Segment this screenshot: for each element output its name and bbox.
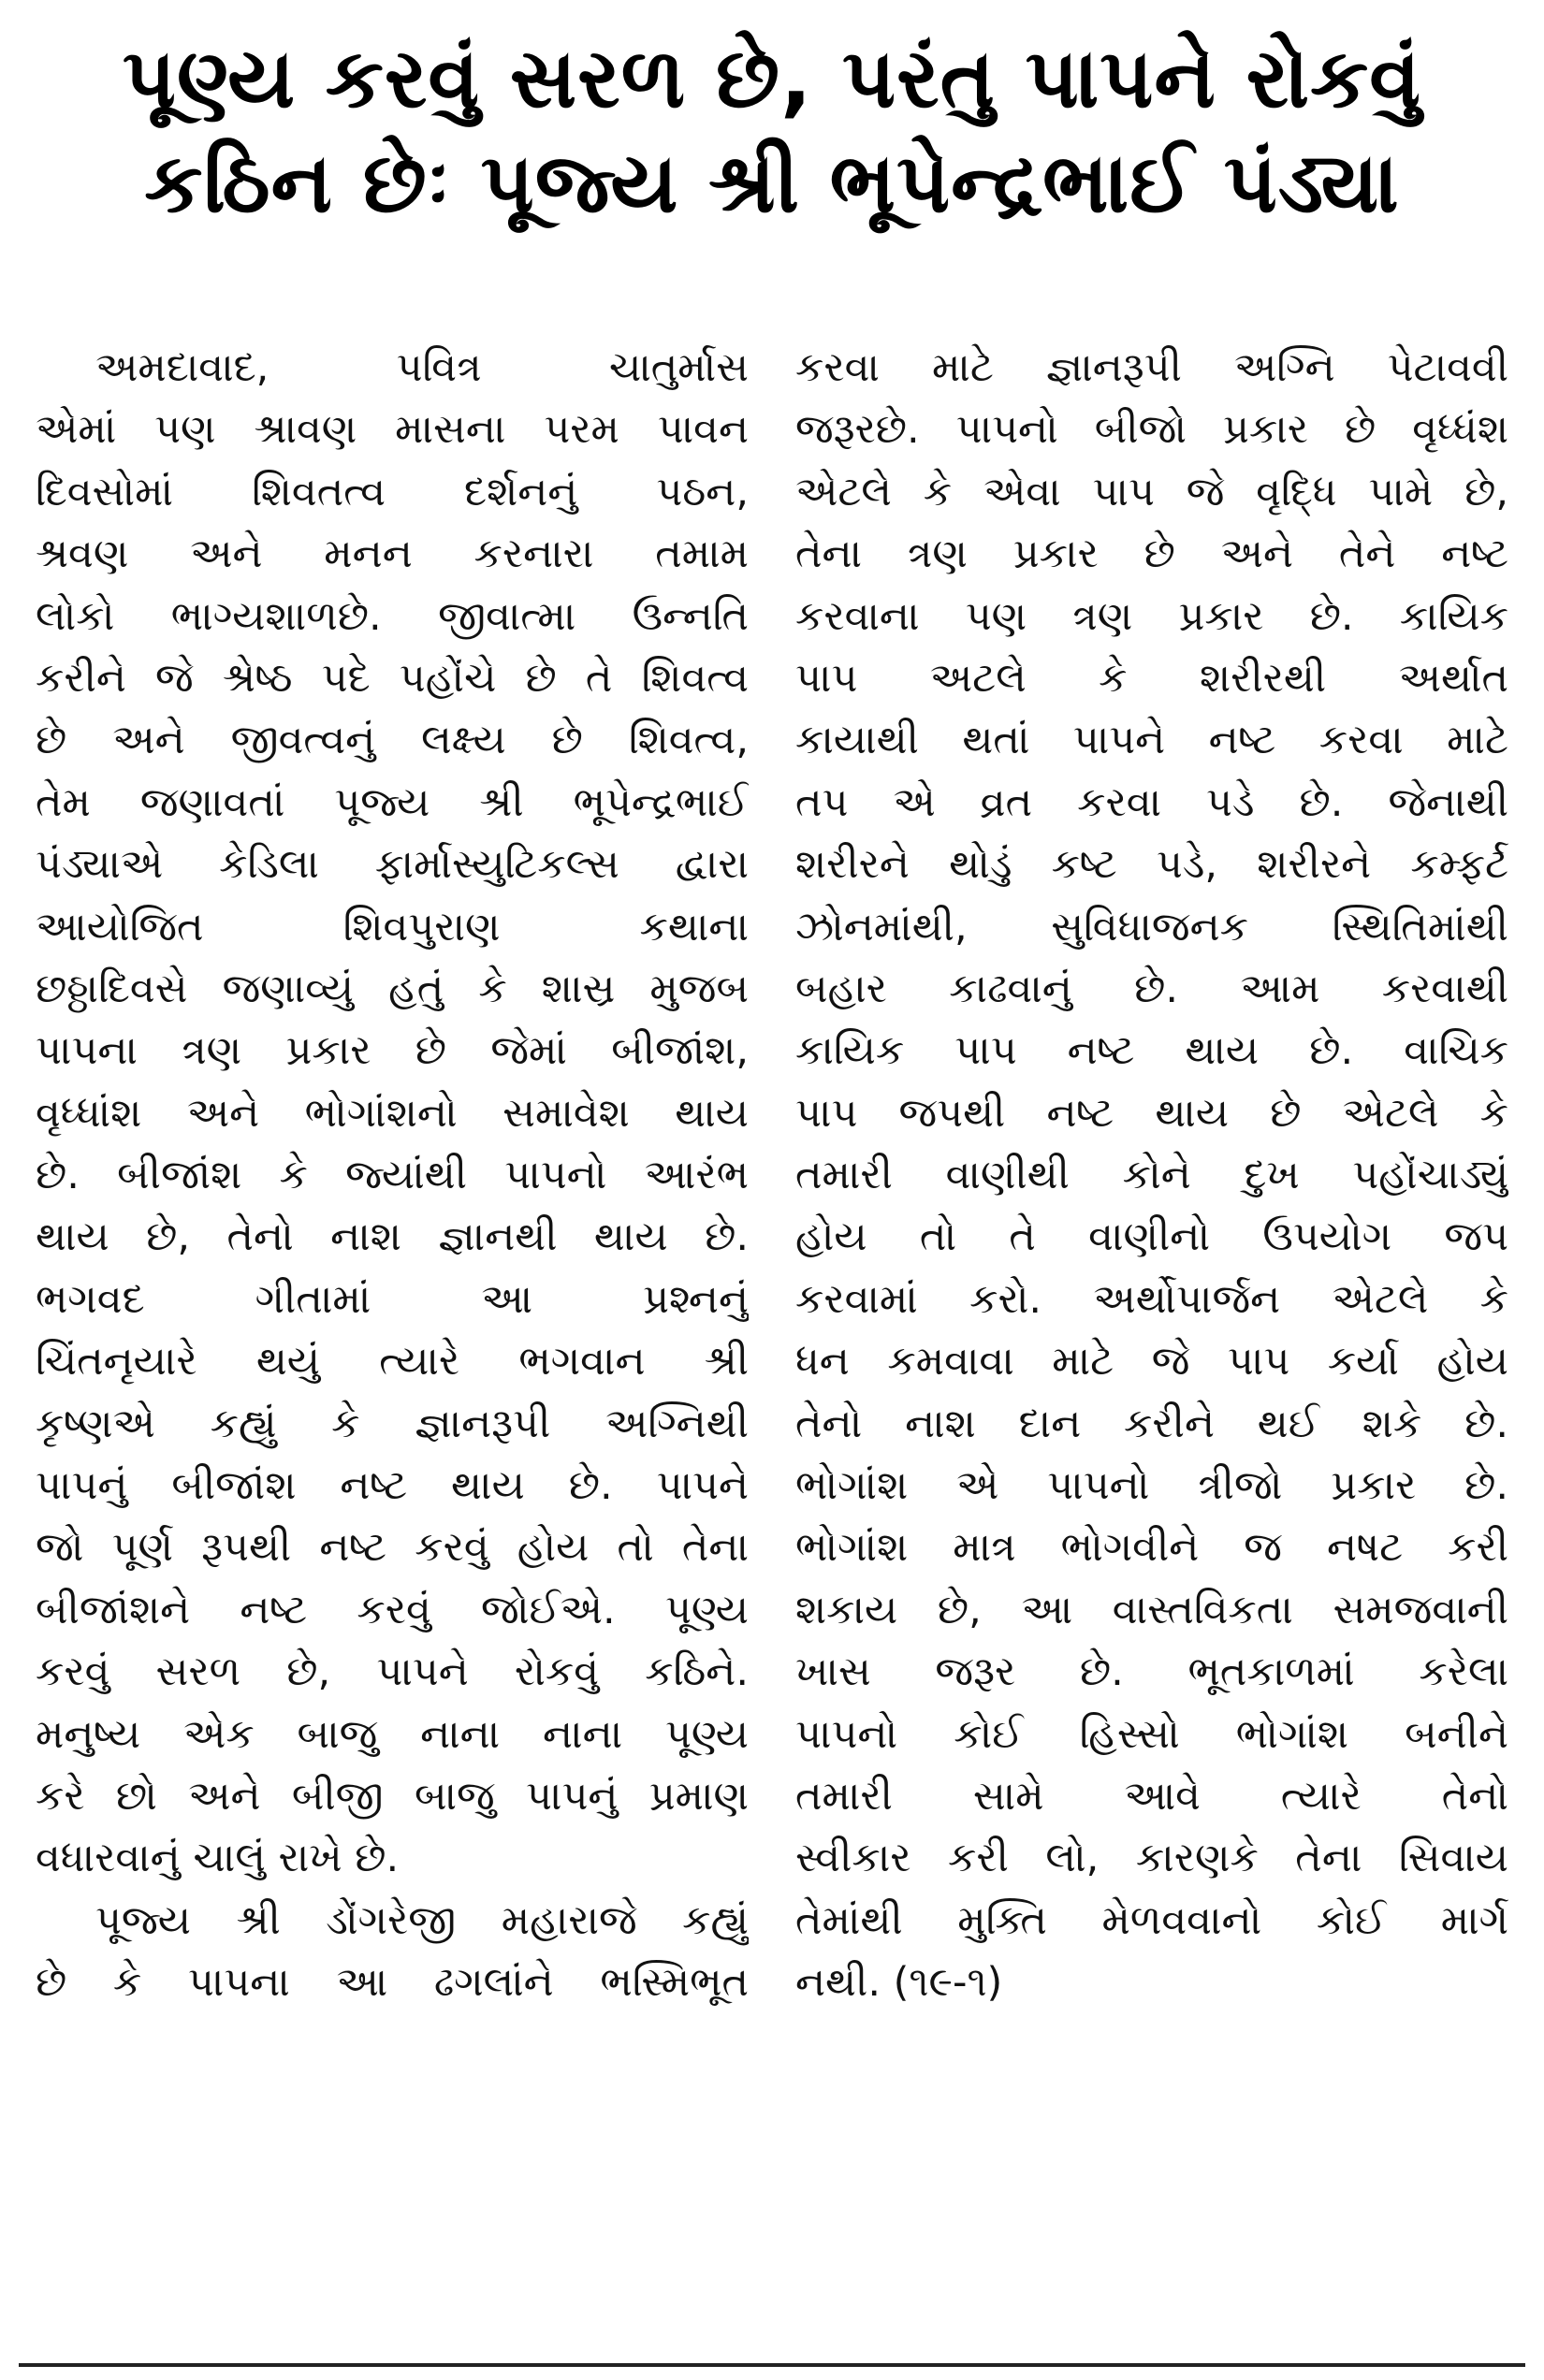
body-line: કાયિક પાપ નષ્ટ થાય છે. વાચિક	[795, 1027, 1508, 1075]
body-line: પાપનું બીજાંશ નષ્ટ થાય છે. પાપને	[36, 1462, 749, 1510]
body-line: બીજાંશને નષ્ટ કરવું જોઈએ. પૂણ્ય	[36, 1586, 749, 1633]
body-line: વૃધ્ધાંશ અને ભોગાંશનો સમાવેશ થાય	[36, 1089, 749, 1137]
body-line: પાપ જપથી નષ્ટ થાય છે એટલે કે	[795, 1089, 1508, 1137]
body-line: કરવામાં કરો. અર્થોપાર્જન એટલે કે	[795, 1275, 1508, 1323]
body-line: તમારી વાણીથી કોને દુખ પહોંચાડ્યું	[795, 1152, 1508, 1199]
body-line: છે. બીજાંશ કે જ્યાંથી પાપનો આરંભ	[36, 1152, 749, 1199]
body-line: મનુષ્ય એક બાજુ નાના નાના પૂણ્ય	[36, 1710, 749, 1758]
body-line: દિવસોમાં શિવતત્વ દર્શનનું પઠન,	[36, 468, 749, 515]
body-line: લોકો ભાગ્યશાળછે. જીવાત્મા ઉન્નતિ	[36, 592, 749, 640]
body-line: તેમાંથી મુક્તિ મેળવવાનો કોઈ માર્ગ	[795, 1896, 1508, 1944]
article-body	[36, 337, 1508, 2329]
bottom-divider	[19, 2363, 1525, 2367]
body-line: કરવું સરળ છે, પાપને રોકવું કઠિને.	[36, 1648, 749, 1696]
body-line: જરૂરછે. પાપનો બીજો પ્રકાર છે વૃધ્ધંશ	[795, 406, 1508, 454]
body-line: ઝોનમાંથી, સુવિધાજનક સ્થિતિમાંથી	[795, 903, 1508, 951]
body-line: ચિંતનૃયારે થયું ત્યારે ભગવાન શ્રી	[36, 1338, 749, 1386]
body-line: શકાય છે, આ વાસ્તવિકતા સમજવાની	[795, 1586, 1508, 1633]
body-line: નથી. (૧૯-૧)	[795, 1959, 1003, 2007]
headline	[36, 26, 1508, 236]
body-line: તપ એ વ્રત કરવા પડે છે. જેનાથી	[795, 778, 1508, 826]
body-line: શ્રવણ અને મનન કરનારા તમામ	[36, 530, 749, 578]
body-line: તેનો નાશ દાન કરીને થઈ શકે છે.	[795, 1400, 1508, 1447]
body-line: તમારી સામે આવે ત્યારે તેનો	[795, 1772, 1508, 1820]
body-line: છે અને જીવત્વનું લક્ષ્ય છે શિવત્વ,	[36, 717, 749, 764]
body-line: તેના ત્રણ પ્રકાર છે અને તેને નષ્ટ	[795, 530, 1508, 578]
body-line: અમદાવાદ, પવિત્ર ચાતુર્માસ	[95, 344, 749, 391]
body-line: સ્વીકાર કરી લો, કારણકે તેના સિવાય	[795, 1835, 1508, 1882]
body-line: ભોગાંશ માત્ર ભોગવીને જ નષટ કરી	[795, 1524, 1508, 1572]
body-line: કરે છો અને બીજી બાજુ પાપનું પ્રમાણ	[36, 1772, 749, 1820]
body-line: એમાં પણ શ્રાવણ માસના પરમ પાવન	[36, 406, 749, 454]
body-line: છઠ્ઠાદિવસે જણાવ્યું હતું કે શાસ્ર મુજબ	[36, 965, 749, 1012]
body-line: ધન કમવાવા માટે જે પાપ કર્યા હોય	[795, 1338, 1508, 1386]
body-line: વધારવાનું ચાલું રાખે છે.	[36, 1835, 400, 1882]
body-line: હોય તો તે વાણીનો ઉપયોગ જપ	[795, 1213, 1508, 1261]
body-line: કૃષ્ણએ કહ્યું કે જ્ઞાનરૂપી અગ્નિથી	[36, 1400, 749, 1447]
body-line: ભોગાંશ એ પાપનો ત્રીજો પ્રકાર છે.	[795, 1462, 1508, 1510]
headline-line-1: પૂણ્ય કરવું સરળ છે, પરંતુ પાપને રોકવું	[122, 30, 1422, 126]
body-line: શરીરને થોડું કષ્ટ પડે, શરીરને કમ્ફર્ટ	[795, 841, 1508, 889]
body-line: પાપનો કોઈ હિસ્સો ભોગાંશ બનીને	[795, 1710, 1508, 1758]
body-line: જો પૂર્ણ રૂપથી નષ્ટ કરવું હોય તો તેના	[36, 1524, 749, 1572]
body-line: બહાર કાઢવાનું છે. આમ કરવાથી	[795, 965, 1508, 1012]
body-line: પાપ અટલે કે શરીરથી અર્થાત	[795, 654, 1508, 702]
body-line: છે કે પાપના આ ઢગલાંને ભસ્મિભૂત	[36, 1959, 749, 2007]
column-left	[36, 337, 749, 2329]
body-line: ભગવદ ગીતામાં આ પ્રશ્નનું	[36, 1275, 749, 1323]
body-line: થાય છે, તેનો નાશ જ્ઞાનથી થાય છે.	[36, 1213, 749, 1261]
headline-line-2: કઠિન છેઃ પૂજ્ય શ્રી ભૂપેન્દ્રભાઈ પંડ્યા	[144, 135, 1400, 231]
body-line: કરવા માટે જ્ઞાનરૂપી અગ્નિ પેટાવવી	[795, 344, 1508, 391]
body-line: પાપના ત્રણ પ્રકાર છે જેમાં બીજાંશ,	[36, 1027, 749, 1075]
body-line: પંડ્યાએ કેડિલા ફાર્માસ્યુટિકલ્સ દ્વારા	[36, 841, 749, 889]
body-line: ખાસ જરૂર છે. ભૂતકાળમાં કરેલા	[795, 1648, 1508, 1696]
body-line: કરીને જે શ્રેષ્ઠ પદે પહોંચે છે તે શિવત્વ	[36, 654, 749, 702]
column-right	[795, 337, 1508, 2329]
body-line: આયોજિત શિવપુરાણ કથાના	[36, 903, 749, 951]
body-line: તેમ જણાવતાં પૂજ્ય શ્રી ભૂપેન્દ્રભાઈ	[36, 778, 749, 826]
body-line: એટલે કે એવા પાપ જે વૃદ્ધિ પામે છે,	[795, 468, 1508, 515]
body-line: કાયાથી થતાં પાપને નષ્ટ કરવા માટે	[795, 717, 1508, 764]
body-line: પૂજ્ય શ્રી ડોંગરેજી મહારાજે કહ્યું	[95, 1896, 749, 1944]
body-line: કરવાના પણ ત્રણ પ્રકાર છે. કાયિક	[795, 592, 1508, 640]
